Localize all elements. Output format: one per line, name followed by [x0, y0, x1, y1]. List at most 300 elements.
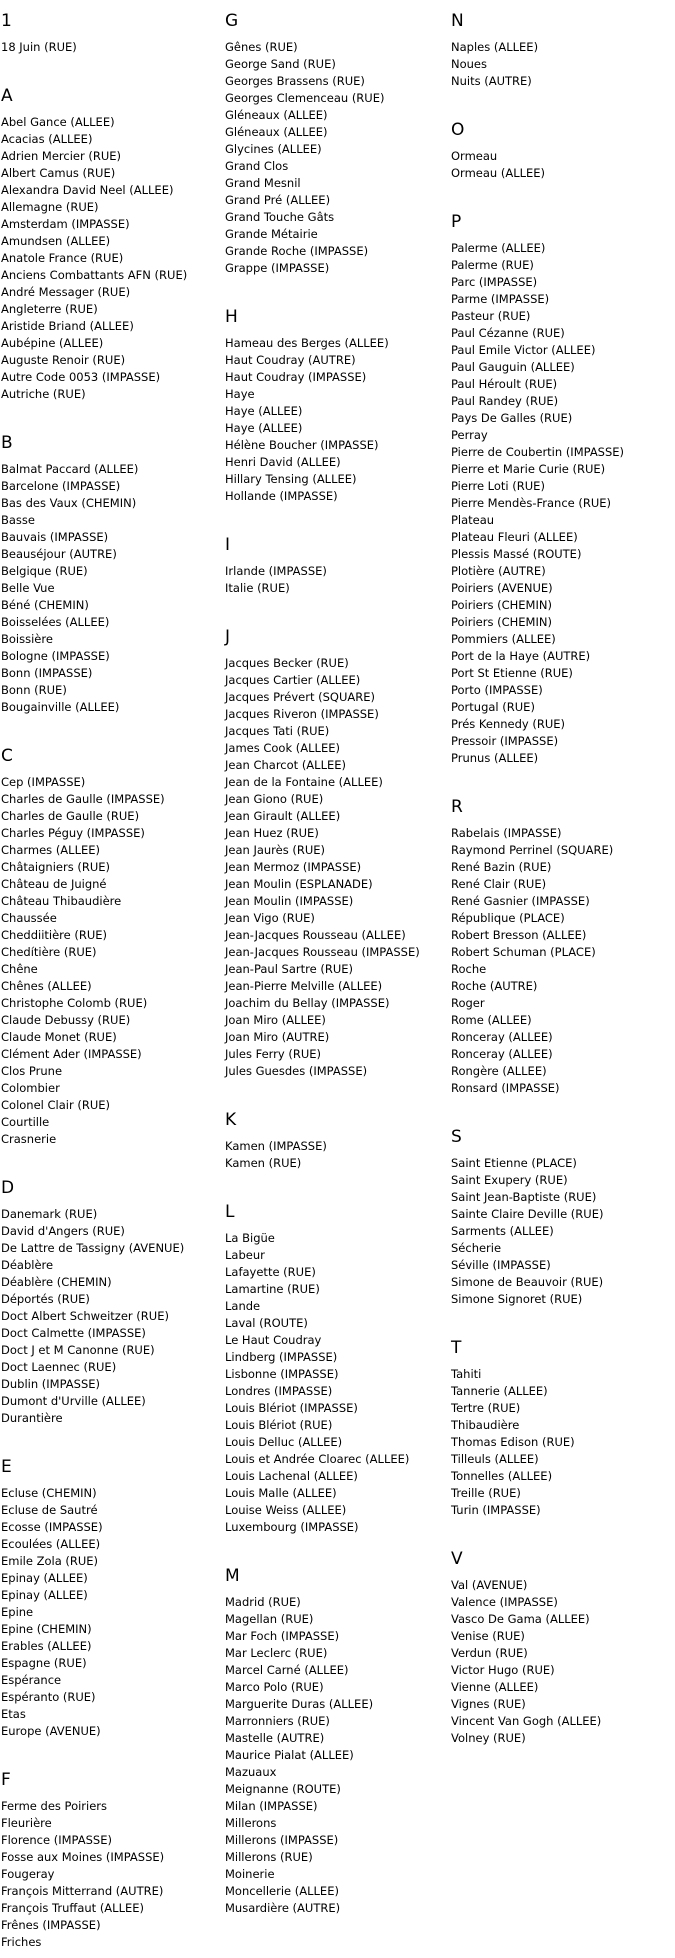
street-list	[1, 39, 221, 56]
section-spacer	[1, 1740, 221, 1759]
street-name: Aristide Briand (ALLEE)	[1, 319, 134, 333]
street-name: Plateau	[451, 513, 495, 527]
letter-section	[1, 10, 221, 75]
section-letter-heading: B	[1, 433, 13, 453]
street-name: Milan (IMPASSE)	[225, 1799, 318, 1813]
street-name: Gléneaux (ALLEE)	[225, 108, 328, 122]
street-name: René Gasnier (IMPASSE)	[451, 894, 590, 908]
street-name: Espéranto (RUE)	[1, 1690, 96, 1704]
street-name: Louis Blériot (IMPASSE)	[225, 1401, 358, 1415]
section-letter-heading: E	[1, 1457, 12, 1477]
street-name: Ferme des Poiriers	[1, 1799, 108, 1813]
street-name: George Sand (RUE)	[225, 57, 336, 71]
street-name: Parc (IMPASSE)	[451, 275, 538, 289]
street-name: Jules Ferry (RUE)	[225, 1047, 322, 1061]
street-name: Kamen (IMPASSE)	[225, 1139, 327, 1153]
letter-section	[225, 1201, 445, 1555]
street-name: Maurice Pialat (ALLEE)	[225, 1748, 354, 1762]
street-name: Sarments (ALLEE)	[451, 1224, 554, 1238]
street-name: Plessis Massé (ROUTE)	[451, 547, 582, 561]
street-name: Béné (CHEMIN)	[1, 598, 89, 612]
section-letter-heading: H	[225, 307, 238, 327]
street-name: Pierre Mendès-France (RUE)	[451, 496, 612, 510]
street-name: Chaussée	[1, 911, 57, 925]
street-name: Sainte Claire Deville (RUE)	[451, 1207, 604, 1221]
street-name: Pierre de Coubertin (IMPASSE)	[451, 445, 625, 459]
letter-section	[451, 10, 671, 109]
street-name: Jean Giono (RUE)	[225, 792, 324, 806]
section-spacer	[225, 1536, 445, 1555]
street-name: Noues	[451, 57, 487, 71]
street-name: Basse	[1, 513, 35, 527]
street-name: Lafayette (RUE)	[225, 1265, 316, 1279]
street-name: Portugal (RUE)	[451, 700, 535, 714]
street-name: Grand Clos	[225, 159, 289, 173]
street-name: Charles Péguy (IMPASSE)	[1, 826, 145, 840]
street-name: Jean Vigo (RUE)	[225, 911, 315, 925]
street-name: Jacques Cartier (ALLEE)	[225, 673, 361, 687]
street-name: Albert Camus (RUE)	[1, 166, 116, 180]
street-list	[1, 1206, 221, 1427]
street-name: Pommiers (ALLEE)	[451, 632, 556, 646]
street-name: Georges Clemenceau (RUE)	[225, 91, 385, 105]
street-name: Joan Miro (AUTRE)	[225, 1030, 330, 1044]
street-name: Raymond Perrinel (SQUARE)	[451, 843, 614, 857]
street-name: René Clair (RUE)	[451, 877, 547, 891]
street-name: Verdun (RUE)	[451, 1646, 528, 1660]
street-name: Plateau Fleuri (ALLEE)	[451, 530, 578, 544]
street-name: Ronceray (ALLEE)	[451, 1047, 553, 1061]
street-name: Ecluse de Sautré	[1, 1503, 98, 1517]
street-name: Amundsen (ALLEE)	[1, 234, 111, 248]
street-name: Déablère	[1, 1258, 54, 1272]
street-name: Fougeray	[1, 1867, 55, 1881]
street-name: Treille (RUE)	[451, 1486, 521, 1500]
street-name: Poiriers (AVENUE)	[451, 581, 553, 595]
street-name: Charles de Gaulle (IMPASSE)	[1, 792, 165, 806]
street-name: Charles de Gaulle (RUE)	[1, 809, 140, 823]
street-name: Haye (ALLEE)	[225, 421, 303, 435]
street-name: Palerme (RUE)	[451, 258, 534, 272]
street-name: Grand Pré (ALLEE)	[225, 193, 331, 207]
section-letter-heading: P	[451, 212, 462, 232]
street-name: Cheddiitière (RUE)	[1, 928, 108, 942]
section-spacer	[225, 597, 445, 616]
street-name: Auguste Renoir (RUE)	[1, 353, 126, 367]
street-name: Plotière (AUTRE)	[451, 564, 546, 578]
street-name: Louis Malle (ALLEE)	[225, 1486, 337, 1500]
street-name: Allemagne (RUE)	[1, 200, 99, 214]
street-name: Autre Code 0053 (IMPASSE)	[1, 370, 161, 384]
street-name: Louis Blériot (RUE)	[225, 1418, 333, 1432]
letter-section	[225, 10, 445, 296]
street-name: Clément Ader (IMPASSE)	[1, 1047, 142, 1061]
street-name: Hélène Boucher (IMPASSE)	[225, 438, 379, 452]
section-letter-heading: C	[1, 746, 13, 766]
street-name: Magellan (RUE)	[225, 1612, 314, 1626]
street-name: Claude Debussy (RUE)	[1, 1013, 131, 1027]
section-letter-heading: L	[225, 1202, 235, 1222]
street-name: Robert Schuman (PLACE)	[451, 945, 596, 959]
street-name: Pasteur (RUE)	[451, 309, 531, 323]
street-name: James Cook (ALLEE)	[225, 741, 340, 755]
street-name: Londres (IMPASSE)	[225, 1384, 333, 1398]
street-name: Roche	[451, 962, 487, 976]
section-spacer	[1, 56, 221, 75]
street-name: Erables (ALLEE)	[1, 1639, 92, 1653]
street-list	[451, 39, 671, 90]
street-list	[1, 461, 221, 716]
street-name: Mastelle (AUTRE)	[225, 1731, 325, 1745]
street-list	[1, 1798, 221, 1951]
street-name: Chedítière (RUE)	[1, 945, 97, 959]
street-name: Roche (AUTRE)	[451, 979, 538, 993]
street-name: Pays De Galles (RUE)	[451, 411, 573, 425]
street-name: Moinerie	[225, 1867, 275, 1881]
street-name: Thibaudière	[451, 1418, 520, 1432]
section-spacer	[225, 277, 445, 296]
letter-section	[451, 1337, 671, 1538]
street-name: Meignanne (ROUTE)	[225, 1782, 341, 1796]
street-name: Saint Exupery (RUE)	[451, 1173, 568, 1187]
street-list	[1, 1485, 221, 1740]
street-name: Jean de la Fontaine (ALLEE)	[225, 775, 383, 789]
street-name: Alexandra David Neel (ALLEE)	[1, 183, 174, 197]
street-list	[225, 655, 445, 1080]
letter-section	[1, 1769, 221, 1951]
street-name: Jacques Becker (RUE)	[225, 656, 349, 670]
street-name: Ecoulées (ALLEE)	[1, 1537, 101, 1551]
street-name: Chênes (ALLEE)	[1, 979, 92, 993]
section-spacer	[1, 1427, 221, 1446]
section-spacer	[225, 1172, 445, 1191]
street-name: Châtaigniers (RUE)	[1, 860, 110, 874]
street-name: David d'Angers (RUE)	[1, 1224, 125, 1238]
section-letter-heading: V	[451, 1549, 463, 1569]
street-name: Epinay (ALLEE)	[1, 1588, 88, 1602]
letter-section	[225, 626, 445, 1099]
street-name: Ormeau (ALLEE)	[451, 166, 546, 180]
street-name: Louis Delluc (ALLEE)	[225, 1435, 343, 1449]
section-letter-heading: D	[1, 1178, 15, 1198]
street-name: Angleterre (RUE)	[1, 302, 98, 316]
section-spacer	[451, 767, 671, 786]
street-list	[225, 335, 445, 505]
street-index-column-3	[451, 0, 671, 1747]
street-name: Friches	[1, 1935, 42, 1949]
section-letter-heading: G	[225, 11, 239, 31]
street-name: Fosse aux Moines (IMPASSE)	[1, 1850, 165, 1864]
street-name: Kamen (RUE)	[225, 1156, 302, 1170]
street-name: Etas	[1, 1707, 26, 1721]
section-letter-heading: M	[225, 1566, 240, 1586]
street-name: Clos Prune	[1, 1064, 63, 1078]
street-name: André Messager (RUE)	[1, 285, 131, 299]
street-name: Frênes (IMPASSE)	[1, 1918, 101, 1932]
street-name: Pressoir (IMPASSE)	[451, 734, 559, 748]
section-letter-heading: K	[225, 1110, 237, 1130]
street-name: Joachim du Bellay (IMPASSE)	[225, 996, 390, 1010]
section-spacer	[225, 505, 445, 524]
street-name: Tonnelles (ALLEE)	[451, 1469, 553, 1483]
street-name: Henri David (ALLEE)	[225, 455, 341, 469]
street-name: Mazuaux	[225, 1765, 277, 1779]
street-name: Bologne (IMPASSE)	[1, 649, 110, 663]
street-name: Rome (ALLEE)	[451, 1013, 532, 1027]
street-name: Port St Etienne (RUE)	[451, 666, 573, 680]
street-list	[451, 1577, 671, 1747]
section-spacer	[1, 1148, 221, 1167]
street-name: Parme (IMPASSE)	[451, 292, 550, 306]
street-name: Victor Hugo (RUE)	[451, 1663, 555, 1677]
street-name: Italie (RUE)	[225, 581, 290, 595]
street-name: Boisselées (ALLEE)	[1, 615, 110, 629]
street-name: Bougainville (ALLEE)	[1, 700, 120, 714]
street-name: Saint Etienne (PLACE)	[451, 1156, 577, 1170]
street-name: Valence (IMPASSE)	[451, 1595, 558, 1609]
street-name: Musardière (AUTRE)	[225, 1901, 341, 1915]
street-name: Tilleuls (ALLEE)	[451, 1452, 539, 1466]
street-name: Durantière	[1, 1411, 63, 1425]
street-name: Vienne (ALLEE)	[451, 1680, 539, 1694]
street-name: Louise Weiss (ALLEE)	[225, 1503, 347, 1517]
street-name: Hillary Tensing (ALLEE)	[225, 472, 357, 486]
street-name: Anatole France (RUE)	[1, 251, 124, 265]
section-letter-heading: A	[1, 86, 13, 106]
street-name: Bonn (RUE)	[1, 683, 67, 697]
street-name: Tannerie (ALLEE)	[451, 1384, 548, 1398]
street-name: Jean Moulin (IMPASSE)	[225, 894, 354, 908]
street-name: Jean-Jacques Rousseau (IMPASSE)	[225, 945, 420, 959]
street-name: Lindberg (IMPASSE)	[225, 1350, 338, 1364]
street-name: Marguerite Duras (ALLEE)	[225, 1697, 374, 1711]
street-name: Pierre Loti (RUE)	[451, 479, 545, 493]
street-list	[451, 240, 671, 767]
street-name: Grand Mesnil	[225, 176, 301, 190]
street-name: Colombier	[1, 1081, 60, 1095]
section-spacer	[451, 90, 671, 109]
street-name: Anciens Combattants AFN (RUE)	[1, 268, 188, 282]
street-index-column-1	[1, 0, 221, 1951]
street-name: Vasco De Gama (ALLEE)	[451, 1612, 590, 1626]
street-name: Déportés (RUE)	[1, 1292, 90, 1306]
street-name: Jacques Tati (RUE)	[225, 724, 330, 738]
street-name: Venise (RUE)	[451, 1629, 525, 1643]
street-name: Doct Albert Schweitzer (RUE)	[1, 1309, 169, 1323]
street-name: Doct J et M Canonne (RUE)	[1, 1343, 155, 1357]
street-name: Florence (IMPASSE)	[1, 1833, 112, 1847]
street-name: Jacques Riveron (IMPASSE)	[225, 707, 379, 721]
street-name: Mar Foch (IMPASSE)	[225, 1629, 340, 1643]
street-name: Tertre (RUE)	[451, 1401, 521, 1415]
street-name: Millerons	[225, 1816, 277, 1830]
street-name: Jean Jaurès (RUE)	[225, 843, 326, 857]
street-name: Balmat Paccard (ALLEE)	[1, 462, 139, 476]
street-name: Crasnerie	[1, 1132, 57, 1146]
street-name: Marco Polo (RUE)	[225, 1680, 324, 1694]
street-name: Ormeau	[451, 149, 498, 163]
street-list	[1, 114, 221, 403]
street-name: Poiriers (CHEMIN)	[451, 615, 552, 629]
street-name: Madrid (RUE)	[225, 1595, 301, 1609]
street-name: Aubépine (ALLEE)	[1, 336, 104, 350]
street-name: Sécherie	[451, 1241, 502, 1255]
street-name: Volney (RUE)	[451, 1731, 526, 1745]
street-name: Marronniers (RUE)	[225, 1714, 330, 1728]
section-letter-heading: T	[451, 1338, 462, 1358]
section-spacer	[451, 182, 671, 201]
street-name: Espérance	[1, 1673, 62, 1687]
street-name: Roger	[451, 996, 485, 1010]
street-name: Poiriers (CHEMIN)	[451, 598, 552, 612]
street-name: Glycines (ALLEE)	[225, 142, 322, 156]
street-name: Chêne	[1, 962, 38, 976]
street-name: Gênes (RUE)	[225, 40, 298, 54]
street-name: Beauséjour (AUTRE)	[1, 547, 117, 561]
street-name: Rabelais (IMPASSE)	[451, 826, 562, 840]
street-name: Millerons (RUE)	[225, 1850, 313, 1864]
letter-section	[1, 85, 221, 422]
street-name: Robert Bresson (ALLEE)	[451, 928, 587, 942]
street-name: République (PLACE)	[451, 911, 565, 925]
section-spacer	[451, 1308, 671, 1327]
street-name: Simone Signoret (RUE)	[451, 1292, 583, 1306]
street-name: Val (AVENUE)	[451, 1578, 528, 1592]
street-name: Belgique (RUE)	[1, 564, 88, 578]
section-spacer	[1, 716, 221, 735]
street-name: La Bigüe	[225, 1231, 275, 1245]
street-name: Haut Coudray (IMPASSE)	[225, 370, 367, 384]
street-name: Haye (ALLEE)	[225, 404, 303, 418]
street-name: Perray	[451, 428, 488, 442]
letter-section	[225, 1565, 445, 1917]
street-name: Jean-Paul Sartre (RUE)	[225, 962, 353, 976]
letter-section	[1, 745, 221, 1167]
letter-section	[451, 1126, 671, 1327]
street-name: Vincent Van Gogh (ALLEE)	[451, 1714, 602, 1728]
street-name: Château de Juigné	[1, 877, 107, 891]
section-letter-heading: 1	[1, 11, 12, 31]
street-name: Amsterdam (IMPASSE)	[1, 217, 130, 231]
street-name: Louis Lachenal (ALLEE)	[225, 1469, 358, 1483]
street-name: Bonn (IMPASSE)	[1, 666, 93, 680]
street-name: Nuits (AUTRE)	[451, 74, 532, 88]
street-name: Paul Randey (RUE)	[451, 394, 559, 408]
letter-section	[451, 1548, 671, 1747]
letter-section	[1, 1456, 221, 1759]
letter-section	[1, 432, 221, 735]
street-name: Port de la Haye (AUTRE)	[451, 649, 591, 663]
street-name: Cep (IMPASSE)	[1, 775, 86, 789]
street-name: De Lattre de Tassigny (AVENUE)	[1, 1241, 185, 1255]
street-name: Turin (IMPASSE)	[451, 1503, 541, 1517]
street-name: Lamartine (RUE)	[225, 1282, 320, 1296]
street-name: Déablère (CHEMIN)	[1, 1275, 112, 1289]
street-name: Ronceray (ALLEE)	[451, 1030, 553, 1044]
letter-section	[225, 534, 445, 616]
street-name: Hollande (IMPASSE)	[225, 489, 338, 503]
street-name: Claude Monet (RUE)	[1, 1030, 117, 1044]
street-name: Jean Mermoz (IMPASSE)	[225, 860, 362, 874]
street-list	[451, 1366, 671, 1519]
street-name: Le Haut Coudray	[225, 1333, 322, 1347]
street-name: Jean Charcot (ALLEE)	[225, 758, 347, 772]
street-name: Jean Huez (RUE)	[225, 826, 319, 840]
street-name: Lande	[225, 1299, 261, 1313]
street-name: Acacias (ALLEE)	[1, 132, 93, 146]
street-name: 18 Juin (RUE)	[1, 40, 77, 54]
street-name: Jacques Prévert (SQUARE)	[225, 690, 375, 704]
street-name: Marcel Carné (ALLEE)	[225, 1663, 349, 1677]
street-name: Saint Jean-Baptiste (RUE)	[451, 1190, 597, 1204]
street-name: Millerons (IMPASSE)	[225, 1833, 339, 1847]
section-letter-heading: J	[225, 627, 231, 647]
street-list	[1, 774, 221, 1148]
street-name: Espagne (RUE)	[1, 1656, 87, 1670]
street-name: Thomas Edison (RUE)	[451, 1435, 575, 1449]
section-spacer	[225, 1080, 445, 1099]
street-list	[451, 1155, 671, 1308]
street-name: Epine (CHEMIN)	[1, 1622, 92, 1636]
street-name: Paul Cézanne (RUE)	[451, 326, 565, 340]
street-name: Boissière	[1, 632, 53, 646]
street-name: Jean Girault (ALLEE)	[225, 809, 341, 823]
street-name: Courtille	[1, 1115, 50, 1129]
street-name: Pierre et Marie Curie (RUE)	[451, 462, 606, 476]
street-name: Colonel Clair (RUE)	[1, 1098, 111, 1112]
street-name: Grand Touche Gâts	[225, 210, 335, 224]
section-letter-heading: N	[451, 11, 464, 31]
street-name: Grande Roche (IMPASSE)	[225, 244, 369, 258]
street-name: Irlande (IMPASSE)	[225, 564, 327, 578]
street-name: Paul Emile Victor (ALLEE)	[451, 343, 596, 357]
street-name: Epine	[1, 1605, 34, 1619]
street-name: Adrien Mercier (RUE)	[1, 149, 122, 163]
street-name: Charmes (ALLEE)	[1, 843, 101, 857]
section-spacer	[451, 1097, 671, 1116]
section-letter-heading: R	[451, 797, 463, 817]
street-name: Abel Gance (ALLEE)	[1, 115, 115, 129]
street-name: Luxembourg (IMPASSE)	[225, 1520, 359, 1534]
street-name: Europe (AVENUE)	[1, 1724, 101, 1738]
street-name: Christophe Colomb (RUE)	[1, 996, 148, 1010]
street-name: François Truffaut (ALLEE)	[1, 1901, 145, 1915]
street-name: Grande Métairie	[225, 227, 318, 241]
street-name: Doct Calmette (IMPASSE)	[1, 1326, 146, 1340]
street-name: Palerme (ALLEE)	[451, 241, 546, 255]
street-list	[225, 39, 445, 277]
street-name: Dumont d'Urville (ALLEE)	[1, 1394, 146, 1408]
street-name: Moncellerie (ALLEE)	[225, 1884, 339, 1898]
letter-section	[451, 119, 671, 201]
street-name: Ecosse (IMPASSE)	[1, 1520, 103, 1534]
street-list	[225, 1230, 445, 1536]
section-letter-heading: S	[451, 1127, 462, 1147]
section-letter-heading: F	[1, 1770, 11, 1790]
street-name: Simone de Beauvoir (RUE)	[451, 1275, 604, 1289]
street-name: Haye	[225, 387, 255, 401]
street-list	[225, 1594, 445, 1917]
street-name: Joan Miro (ALLEE)	[225, 1013, 326, 1027]
street-name: Paul Gauguin (ALLEE)	[451, 360, 575, 374]
street-name: Belle Vue	[1, 581, 55, 595]
street-name: Prés Kennedy (RUE)	[451, 717, 566, 731]
street-name: Jean-Jacques Rousseau (ALLEE)	[225, 928, 406, 942]
street-name: René Bazin (RUE)	[451, 860, 552, 874]
street-name: Fleurière	[1, 1816, 52, 1830]
street-name: François Mitterrand (AUTRE)	[1, 1884, 164, 1898]
street-name: Ecluse (CHEMIN)	[1, 1486, 97, 1500]
